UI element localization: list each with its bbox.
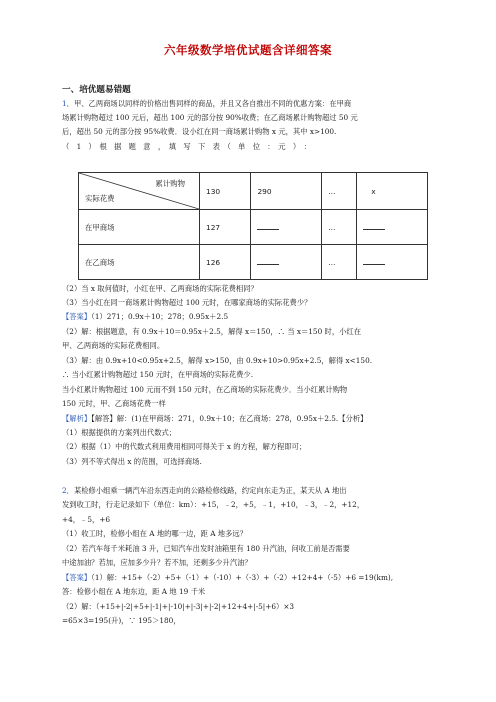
section-heading: 一、培优题易错题: [62, 85, 131, 95]
table-cell-blank: [357, 245, 428, 280]
answer-1-part-1: （1）271；0.9x＋10；278；0.95x＋2.5: [91, 312, 229, 321]
page-title: 六年级数学培优试题含详细答案: [164, 43, 332, 57]
table-header-diagonal: [79, 173, 200, 210]
q1-sub-3: （3）当小红在同一商场累计购物超过 100 元时，在哪家商场的实际花费少？: [62, 298, 312, 307]
q2-line-2: 发到收工时，行走记录如下（单位：km）：+15，﹣2，+5，﹣1，+10，﹣3，﹣2，+12，: [62, 500, 365, 509]
blank-line: [257, 223, 279, 230]
answer-1-part-3c: 当小红累计购物超过 100 元而不到 150 元时，在乙商场的实际花费少．当小红累计购物: [62, 385, 348, 394]
q1-line-1: [62, 99, 440, 109]
answer-2-part-1b: 答：检修小组在 A 地东边，距 A 地 19 千米: [62, 587, 206, 596]
answer-tag: 【答案】: [62, 312, 92, 321]
q1-line-4: （ 1 ） 根 据 题 意 ， 填 写 下 表 （ 单 位 ： 元 ） ：: [62, 142, 312, 151]
analysis-1-line: [62, 414, 440, 424]
table-col-header: 130: [200, 173, 251, 210]
q1-text-1: ．甲、乙两商场以同样的价格出售同样的商品，并且又各自推出不同的优惠方案：在甲商: [66, 99, 352, 108]
q2-line-3: +4，﹣5，+6: [62, 515, 111, 524]
table-cell-blank: [357, 210, 428, 245]
analysis-tag: 【解析】: [62, 414, 92, 423]
q1-line-2: 场累计购物超过 100 元后，超出 100 元的部分按 90%收费；在乙商场累计购物超过 50 元: [62, 113, 358, 122]
table-cell: 127: [200, 210, 251, 245]
answer-1-line: [62, 312, 440, 322]
table-row: [79, 210, 428, 245]
answer-1-part-3a: （3）解：由 0.9x+10<0.95x+2.5，解得 x>150，由 0.9x+10>0.95x+2.5，解得 x<150.: [62, 356, 373, 365]
q2-number: 2: [62, 486, 67, 495]
answer-1-part-2a: （2）解：根据题意，有 0.9x＋10＝0.95x＋2.5，解得 x＝150，∴ 当 x＝150 时，小红在: [62, 327, 362, 336]
answer-1-part-2b: 甲、乙两商场的实际花费相同。: [62, 341, 165, 350]
table-cell-blank: [251, 210, 322, 245]
q1-sub-2: （2）当 x 取何值时，小红在甲、乙两商场的实际花费相同？: [62, 284, 258, 293]
answer-1-part-3d: 150 元时，甲、乙商场花费一样: [62, 399, 166, 408]
analysis-1-step-2: （2）根据（1）中的代数式利用费用相同可得关于 x 的方程，解方程即可；: [62, 442, 307, 451]
table-col-header: x: [357, 173, 428, 210]
analysis-1-step-3: （3）列不等式得出 x 的范围，可选择商场.: [62, 457, 202, 466]
table-row: [79, 245, 428, 280]
answer-1-part-3b: ∴ 当小红累计购物超过 150 元时，在甲商场的实际花费少.: [62, 370, 254, 379]
q1-line-3: 后，超出 50 元的部分按 95%收费．设小红在同一商场累计购物 x 元，其中 x>100.: [62, 127, 337, 136]
table-cell: 126: [200, 245, 251, 280]
analysis-1-text: 【解答】解：(1)在甲商场：271，0.9x＋10；在乙商场：278，0.95x＋2.5.【分析】: [91, 414, 368, 423]
q2-text-1: ．某检修小组乘一辆汽车沿东西走向的公路检修线路，约定向东走为正，某天从 A 地出: [66, 486, 347, 495]
q1-number: 1: [62, 99, 67, 108]
answer-2-part-2: （2）解：（+15+|-2|+5+|-1|+|-10|+|-3|+|-2|+12+4+|-5|+6）×3: [62, 602, 295, 611]
header-actual-cost: 实际花费: [85, 194, 115, 203]
table-row: [79, 173, 428, 210]
table-cell: …: [322, 210, 357, 245]
table-cell-blank: [251, 245, 322, 280]
table-col-header: …: [322, 173, 357, 210]
answer-2-part-1: （1）解：+15+（-2）+5+（-1）+（-10）+（-3）+（-2）+12+4+（-5）+6 =19(km),: [91, 573, 394, 582]
row-label: 在乙商场: [79, 245, 200, 280]
blank-line: [257, 258, 279, 265]
q2-sub-1: （1）收工时，检修小组在 A 地的哪一边，距 A 地多远？: [62, 529, 247, 538]
answer-2-line: [62, 573, 440, 583]
pricing-table: [78, 172, 428, 280]
row-label: 在甲商场: [79, 210, 200, 245]
answer-2-part-2b: =65×3=195(升)，∵ 195＞180，: [62, 616, 181, 625]
table-cell: …: [322, 245, 357, 280]
header-cumulative-purchase: 累计购物: [155, 179, 185, 188]
analysis-1-step-1: （1）根据提供的方案列出代数式；: [62, 428, 177, 437]
q2-sub-2b: 中途加油？若加，应加多少升？若不加，还剩多少升汽油？: [62, 558, 252, 567]
q2-line-1: [62, 486, 440, 496]
q2-sub-2: （2）若汽车每千米耗油 3 升，已知汽车出发时油箱里有 180 升汽油，问收工前是否需要: [62, 544, 350, 553]
blank-line: [363, 223, 385, 230]
table-col-header: 290: [251, 173, 322, 210]
answer-tag: 【答案】: [62, 573, 92, 582]
blank-line: [363, 258, 385, 265]
